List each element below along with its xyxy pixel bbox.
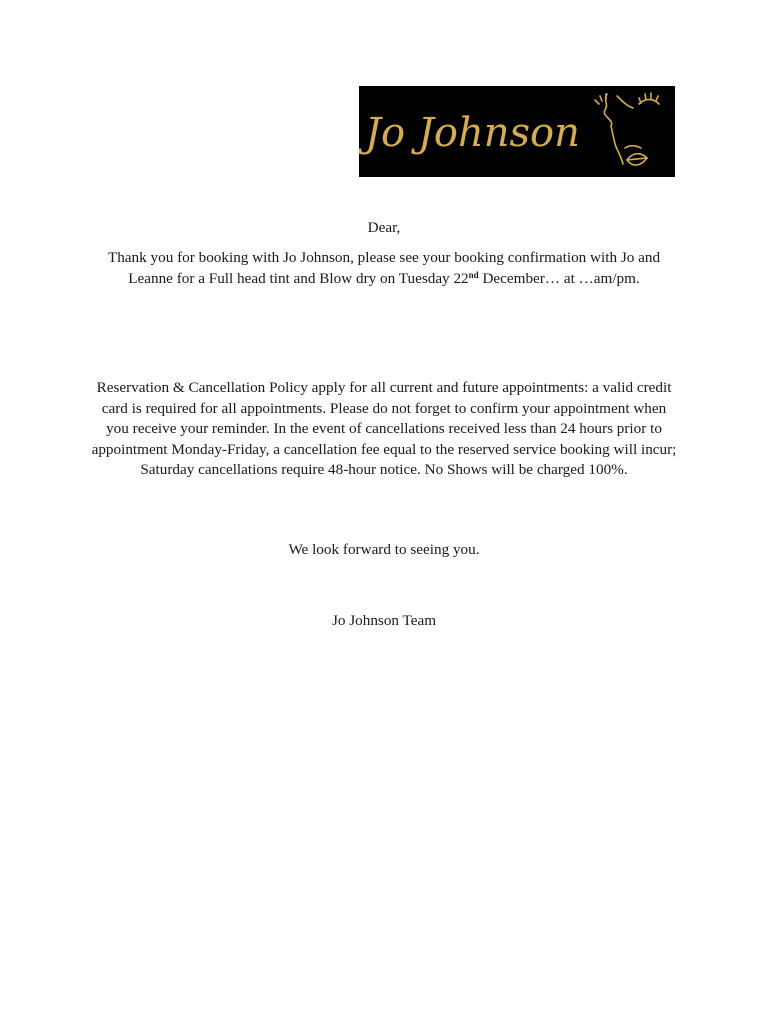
- signature: Jo Johnson Team: [331, 612, 437, 629]
- greeting: Dear,: [367, 219, 401, 236]
- date-ordinal-suffix: nd: [468, 269, 479, 280]
- logo-wordmark: Jo Johnson: [365, 110, 580, 156]
- closing-line: We look forward to seeing you.: [288, 541, 480, 558]
- face-line-art-icon: [595, 93, 659, 165]
- cancellation-policy-text: Reservation & Cancellation Policy apply for all current and future appointments: a valid credit card is required for all appointments. Please do not forget to confirm your appointment when you receive your reminder. In the event of cancellations received less than 24 hours prior to appointment Monday-Friday, a cancellation fee equal to the reserved service booking will incur; Saturday cancellations require 48-hour notice. No Shows will be charged 100%.: [91, 379, 677, 478]
- booking-confirmation-text: [90, 248, 678, 289]
- booking-text-end: December… at …am/pm.: [478, 269, 640, 287]
- booking-text-main: Thank you for booking with Jo Johnson, please see your booking confirmation with Jo and Leanne for a Full head tint and Blow dry on Tuesday 22: [107, 249, 661, 287]
- jo-johnson-logo: [359, 86, 675, 177]
